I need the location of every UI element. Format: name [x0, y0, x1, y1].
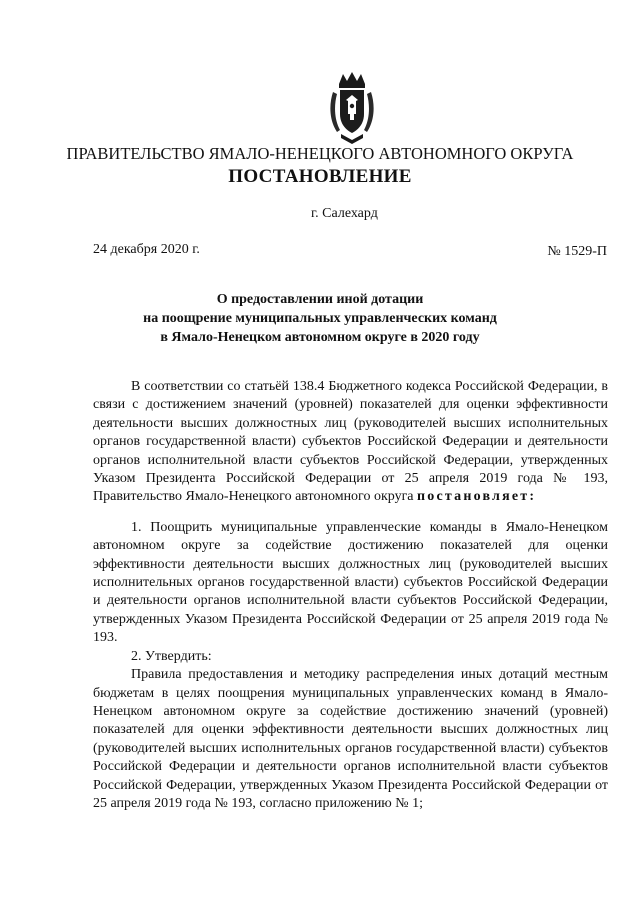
- paragraph-item-1: 1. Поощрить муниципальные управленческие команды в Ямало-Ненецком автономном округе за содействие достижению показателей для оценки эффективности деятельности высших должностных лиц (руководителей высших исполнительных органов государственной власти) субъектов Российской Федерации и деятельности органов исполнительной власти субъектов Российской Федерации, утвержденных Указом Президента Российской Федерации от 25 апреля 2019 года № 193.: [93, 519, 608, 646]
- title-line-2: на поощрение муниципальных управленческих команд: [143, 311, 497, 326]
- document-type: ПОСТАНОВЛЕНИЕ: [228, 166, 412, 187]
- paragraph-item-2: 2. Утвердить:: [131, 648, 212, 664]
- document-title: [0, 290, 640, 347]
- paragraph-rules: Правила предоставления и методику распределения иных дотаций местным бюджетам в целях поощрения муниципальных управленческих команд в Ямало-Ненецком автономном округе за содействие достижению значений (уровней) показателей для оценки эффективности деятельности высших должностных лиц (руководителей высших исполнительных органов государственной власти) субъектов Российской Федерации и деятельности органов исполнительной власти субъектов Российской Федерации, утвержденных Указом Президента Российской Федерации от 25 апреля 2019 года № 193, согласно приложению № 1;: [93, 667, 608, 811]
- preamble-paragraph: [93, 378, 608, 507]
- title-line-1: О предоставлении иной дотации: [216, 292, 424, 307]
- issue-date: 24 декабря 2020 г.: [93, 242, 200, 257]
- title-line-3: в Ямало-Ненецком автономном округе в 2020 году: [160, 330, 480, 345]
- government-name: ПРАВИТЕЛЬСТВО ЯМАЛО-НЕНЕЦКОГО АВТОНОМНОГО ОКРУГА: [66, 144, 574, 163]
- issue-city: г. Салехард: [311, 206, 378, 221]
- decree-word: постановляет:: [417, 489, 537, 505]
- document-body: [93, 378, 608, 813]
- coat-of-arms-icon: [327, 70, 377, 146]
- document-number: № 1529-П: [547, 244, 607, 259]
- preamble-text: В соответствии со статьёй 138.4 Бюджетного кодекса Российской Федерации, в связи с достижением значений (уровней) показателей для оценки эффективности деятельности высших должностных лиц (руководителей высших исполнительных органов государственной власти) субъектов Российской Федерации и деятельности органов исполнительной власти субъектов Российской Федерации, утвержденных Указом Президента Российской Федерации от 25 апреля 2019 года № 193, Правительство Ямало-Ненецкого автономного округа: [93, 379, 608, 505]
